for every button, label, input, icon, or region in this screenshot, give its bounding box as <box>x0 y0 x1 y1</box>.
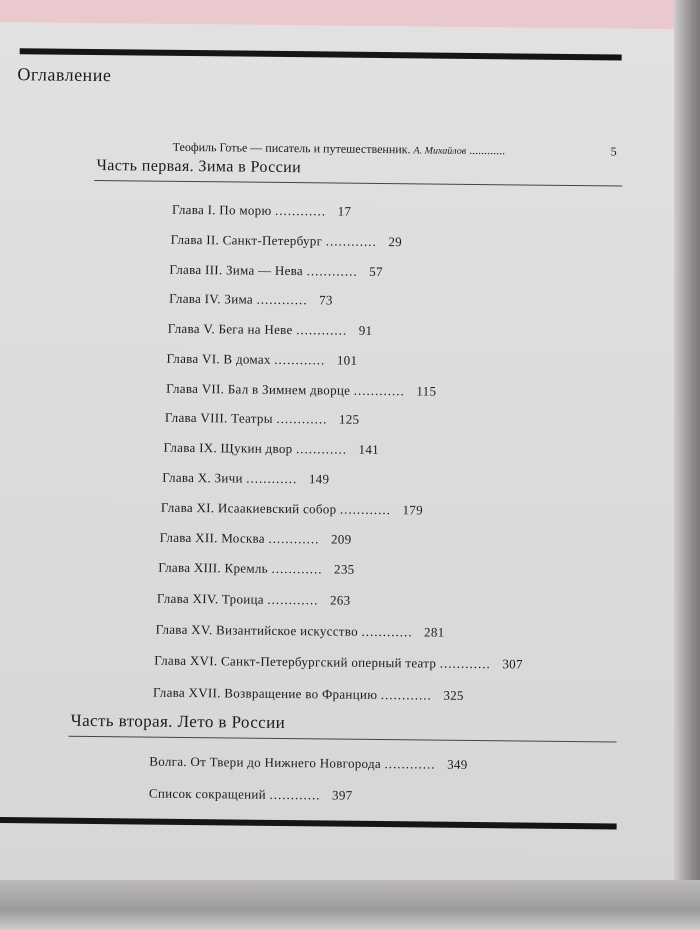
entry-page: 115 <box>416 383 437 399</box>
entry-label: Глава I. По морю <box>171 201 272 218</box>
entry-label: Глава IV. Зима <box>169 290 254 307</box>
entry-dots: ............ <box>380 687 432 703</box>
entry-page: 179 <box>402 502 424 518</box>
page-edge-shadow <box>674 0 700 930</box>
entry-dots: ............ <box>384 756 436 772</box>
intro-page: 5 <box>610 144 617 159</box>
entry-dots: ............ <box>276 410 328 427</box>
page-bottom-shadow <box>0 880 700 930</box>
entry-page: 209 <box>330 531 352 547</box>
toc-entry <box>172 202 351 220</box>
entry-dots: ............ <box>256 291 308 308</box>
entry-dots: ............ <box>269 786 321 803</box>
entry-page: 349 <box>447 756 468 772</box>
entry-dots: ............ <box>325 233 377 249</box>
entry-dots: ............ <box>296 322 348 338</box>
entry-page: 73 <box>319 292 333 308</box>
entry-page: 397 <box>332 787 353 803</box>
toc-entry <box>162 470 329 488</box>
entry-page: 101 <box>336 352 358 368</box>
entry-label: Глава XIV. Троица <box>156 590 265 607</box>
entry-label: Глава VI. В домах <box>166 350 271 367</box>
entry-dots: ............ <box>306 263 358 279</box>
part-two-title: Часть вторая. Лето в России <box>70 710 286 733</box>
entry-label: Глава XII. Москва <box>159 529 265 546</box>
entry-dots: ............ <box>271 560 323 577</box>
book-page <box>0 22 680 899</box>
entry-page: 125 <box>338 411 360 427</box>
entry-dots: ............ <box>353 382 405 399</box>
part-one-rule <box>94 180 622 187</box>
entry-page: 91 <box>358 322 373 338</box>
entry-label: Глава XI. Исаакиевский собор <box>160 499 337 517</box>
intro-entry <box>172 139 617 159</box>
entry-label: Глава X. Зичи <box>162 469 243 486</box>
entry-page: 57 <box>369 263 383 280</box>
entry-label: Глава IX. Щукин двор <box>163 439 293 457</box>
toc-entry <box>153 685 464 704</box>
entry-dots: ............ <box>268 530 320 547</box>
entry-page: 141 <box>358 441 380 457</box>
intro-dots: ............ <box>469 142 506 158</box>
toc-entry <box>168 321 373 339</box>
entry-dots: ............ <box>339 501 392 518</box>
entry-label: Глава VII. Бал в Зимнем дворце <box>166 380 351 398</box>
toc-entry <box>161 500 423 519</box>
entry-label: Глава XV. Византийское искусство <box>155 621 359 639</box>
entry-label: Глава XVI. Санкт-Петербургский оперный театр <box>154 652 437 671</box>
entry-dots: ............ <box>267 591 319 608</box>
intro-text: Теофиль Готье — писатель и путешественник. <box>172 139 411 157</box>
toc-entry <box>149 786 353 804</box>
entry-page: 307 <box>502 656 523 672</box>
toc-entry <box>169 291 333 309</box>
entry-dots: ............ <box>275 202 327 219</box>
toc-entry <box>166 351 357 369</box>
entry-page: 17 <box>337 203 352 219</box>
part-one-title: Часть первая. Зима в России <box>96 157 302 177</box>
entry-dots: ............ <box>361 623 413 640</box>
intro-author: А. Михайлов <box>413 145 467 157</box>
entry-page: 281 <box>423 624 445 640</box>
entry-label: Глава XVII. Возвращение во Францию <box>152 684 378 702</box>
toc-entry <box>160 530 352 548</box>
entry-label: Глава XIII. Кремль <box>158 559 269 576</box>
toc-entry <box>169 262 383 280</box>
toc-entry <box>149 754 467 773</box>
toc-entry <box>157 591 351 609</box>
entry-label: Глава III. Зима — Нева <box>169 261 304 279</box>
page-title: Оглавление <box>17 64 112 86</box>
entry-label: Волга. От Твери до Нижнего Новгорода <box>149 753 382 772</box>
bottom-rule <box>0 817 617 830</box>
entry-page: 325 <box>443 687 464 703</box>
entry-dots: ............ <box>246 470 298 487</box>
entry-label: Глава VIII. Театры <box>164 409 273 426</box>
toc-entry <box>156 622 445 641</box>
entry-page: 263 <box>329 592 351 608</box>
entry-dots: ............ <box>295 441 348 457</box>
toc-entry <box>154 653 523 673</box>
entry-label: Список сокращений <box>148 785 267 802</box>
entry-page: 149 <box>308 471 330 487</box>
toc-entry <box>158 560 354 578</box>
part-two-rule <box>69 736 617 743</box>
toc-entry <box>163 440 379 458</box>
toc-entry <box>171 232 402 250</box>
toc-entry <box>166 381 436 400</box>
entry-label: Глава V. Бега на Неве <box>167 320 293 338</box>
entry-page: 29 <box>388 234 403 250</box>
toc-entry <box>165 410 360 428</box>
entry-page: 235 <box>333 561 355 577</box>
top-rule <box>20 48 622 60</box>
entry-label: Глава II. Санкт-Петербург <box>170 231 323 249</box>
entry-dots: ............ <box>439 655 491 672</box>
entry-dots: ............ <box>274 351 326 368</box>
